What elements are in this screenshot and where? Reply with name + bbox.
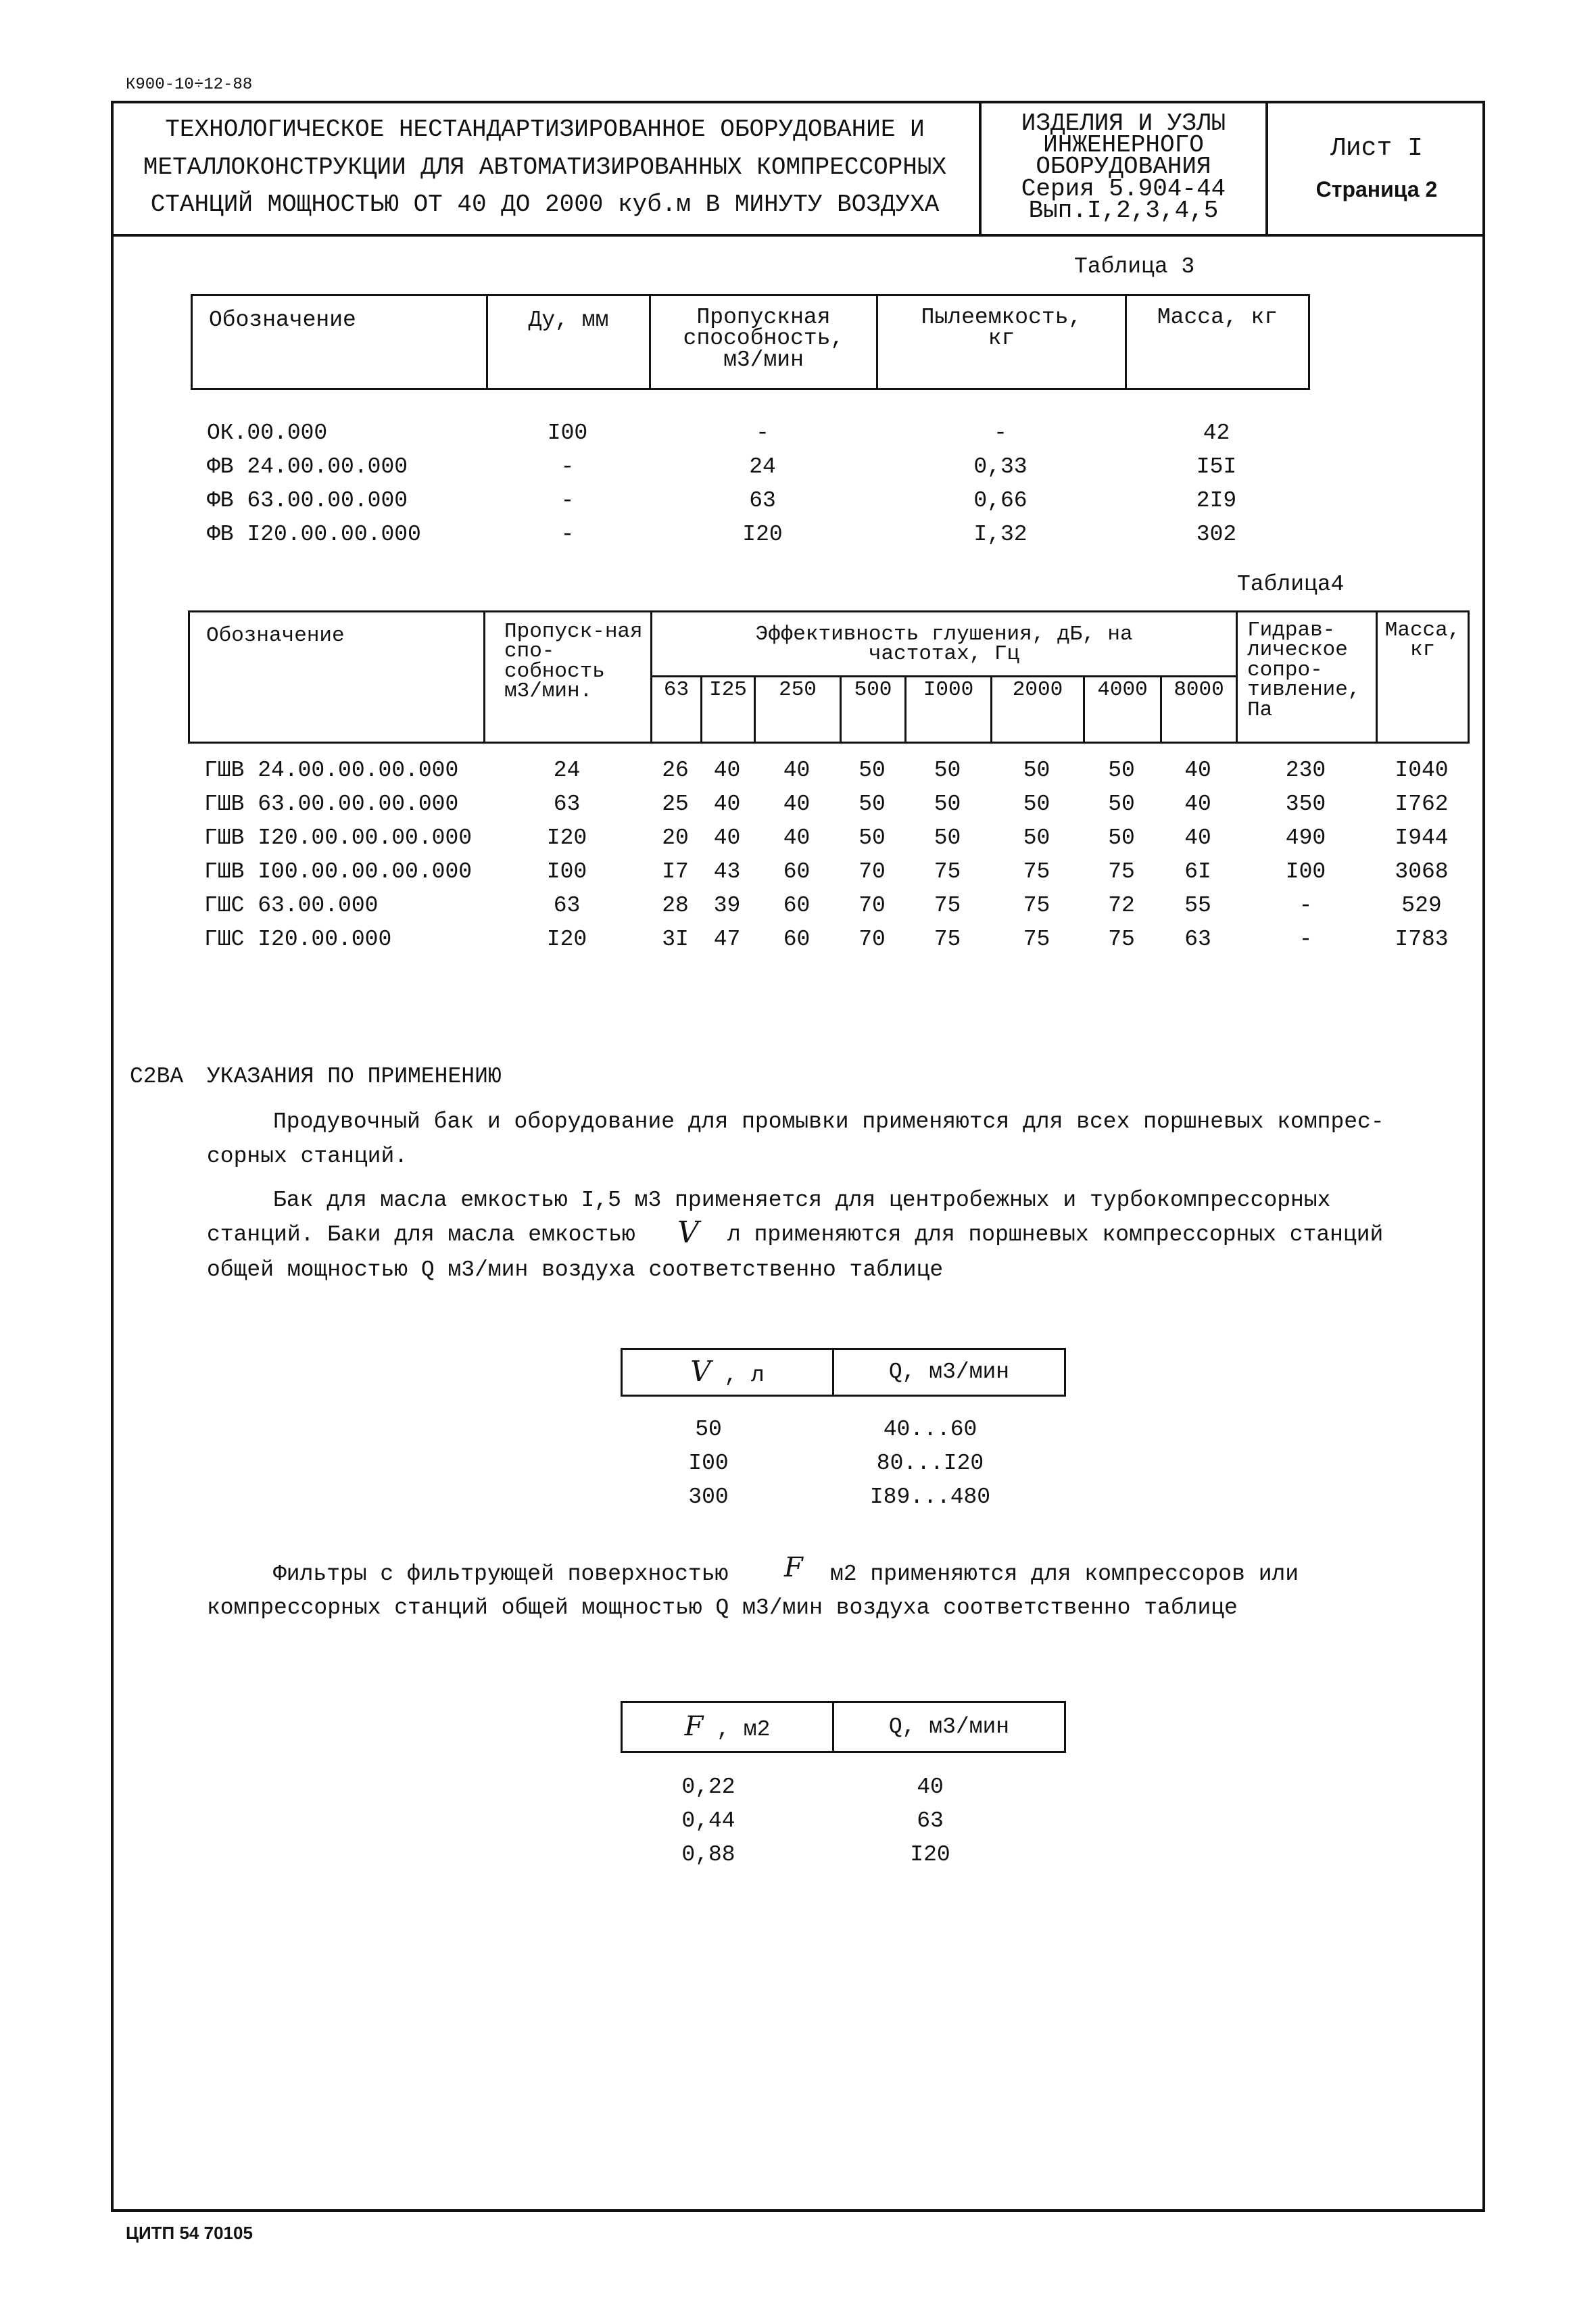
table-cell: ГШС I20.00.000 (204, 926, 392, 952)
table-cell: I89...480 (869, 1484, 991, 1510)
column-header (622, 1702, 833, 1752)
column-header: Масса, кг (1126, 295, 1309, 389)
table-cell: 40 (713, 825, 741, 850)
table3-header (191, 294, 1310, 390)
frequency-header: 2000 (992, 677, 1084, 743)
table-cell: 63 (1184, 926, 1211, 952)
frequency-header: 500 (841, 677, 906, 743)
column-header: Q, м3/мин (833, 1349, 1065, 1396)
table-cell: ГШВ I00.00.00.00.000 (204, 859, 473, 884)
table-row (188, 787, 1468, 821)
table-cell: 75 (1023, 926, 1050, 952)
table-cell: ФВ 63.00.00.000 (207, 487, 408, 513)
table-cell: 50 (1108, 825, 1135, 850)
footer-code: ЦИТП 54 70105 (126, 2223, 253, 2243)
table-row (621, 1446, 1064, 1480)
table4-body (188, 753, 1468, 956)
frequency-header: 250 (755, 677, 841, 743)
table-row (188, 922, 1468, 956)
table-cell: - (1299, 926, 1313, 952)
table-cell: 50 (1023, 825, 1050, 850)
frequency-header: I25 (702, 677, 755, 743)
table-row (188, 888, 1468, 922)
table-cell: I00 (546, 859, 587, 884)
table-cell: 6I (1184, 859, 1211, 884)
table-cell: 43 (713, 859, 741, 884)
table-row (621, 1770, 1064, 1804)
table-cell: 3I (662, 926, 689, 952)
frequency-header: 8000 (1161, 677, 1237, 743)
table-cell: I20 (742, 521, 783, 547)
table-cell: 50 (1108, 757, 1135, 783)
table-cell: I20 (546, 926, 587, 952)
table-cell: 50 (934, 825, 961, 850)
table-row (191, 517, 1308, 551)
table-cell: 60 (783, 859, 811, 884)
table-cell: - (560, 521, 575, 547)
table-row (188, 753, 1468, 787)
table-cell: 75 (934, 892, 961, 918)
table-cell: 40 (917, 1774, 944, 1800)
table-cell: I7 (662, 859, 689, 884)
table-cell: 24 (749, 454, 776, 479)
table-cell: I00 (1285, 859, 1326, 884)
paragraph-line: Продувочный бак и оборудование для промывки применяются для всех поршневых компрес- (273, 1109, 1384, 1134)
v-symbol: V (677, 1215, 699, 1250)
table-row (621, 1412, 1064, 1446)
paragraph-line: станций. Баки для масла емкостью (207, 1222, 635, 1247)
sheet-number: Лист I (1330, 134, 1423, 163)
title-line: МЕТАЛЛОКОНСТРУКЦИИ ДЛЯ АВТОМАТИЗИРОВАННЫХ КОМПРЕССОРНЫХ (143, 153, 947, 181)
table-row (191, 450, 1308, 483)
table-cell: 40 (1184, 757, 1211, 783)
document-code: К900-10÷12-88 (126, 76, 253, 94)
title-block (111, 101, 1485, 237)
table-cell: 50 (1108, 791, 1135, 817)
table-row (621, 1804, 1064, 1837)
series-line: Серия 5.904-44 (1021, 174, 1226, 203)
table-cell: 40 (1184, 825, 1211, 850)
table-cell: 2I9 (1196, 487, 1237, 513)
table-cell: 28 (662, 892, 689, 918)
table-cell: 39 (713, 892, 741, 918)
table-cell: 26 (662, 757, 689, 783)
table-cell: 0,44 (681, 1808, 735, 1833)
f-symbol: F (684, 1710, 704, 1742)
title-line: СТАНЦИЙ МОЩНОСТЬЮ ОТ 40 ДО 2000 куб.м В МИНУТУ ВОЗДУХА (150, 191, 940, 219)
table-cell: 302 (1196, 521, 1237, 547)
table-cell: 40...60 (883, 1416, 977, 1442)
f-symbol: F (784, 1552, 803, 1583)
title-line: ТЕХНОЛОГИЧЕСКОЕ НЕСТАНДАРТИЗИРОВАННОЕ ОБОРУДОВАНИЕ И (165, 115, 925, 143)
section-title: УКАЗАНИЯ ПО ПРИМЕНЕНИЮ (207, 1064, 502, 1089)
column-header: Обозначение (192, 295, 487, 389)
table-cell: 60 (783, 892, 811, 918)
table-row (191, 483, 1308, 517)
header-label: , л (724, 1363, 765, 1389)
table-row (621, 1480, 1064, 1514)
table-cell: I5I (1196, 454, 1237, 479)
table-cell: I,32 (973, 521, 1027, 547)
table-f-body (621, 1770, 1064, 1871)
paragraph-line: м2 применяются для компрессоров или (830, 1562, 1299, 1587)
table-cell: 70 (859, 859, 886, 884)
table-cell: 50 (859, 791, 886, 817)
series-line: ОБОРУДОВАНИЯ (1036, 153, 1211, 181)
table-cell: I00 (547, 420, 588, 445)
table-cell: 63 (553, 892, 581, 918)
table-cell: 70 (859, 892, 886, 918)
table-cell: ФВ 24.00.00.000 (207, 454, 408, 479)
table-cell: 24 (553, 757, 581, 783)
table-cell: 0,88 (681, 1841, 735, 1867)
table-cell: 60 (783, 926, 811, 952)
table-cell: - (560, 487, 575, 513)
frequency-header: 63 (652, 677, 702, 743)
sheet-block (1268, 101, 1485, 234)
table-cell: 75 (1023, 892, 1050, 918)
table-f-header (621, 1701, 1066, 1753)
column-header: Пылеемкость, кг (877, 295, 1126, 389)
frequency-header: 4000 (1084, 677, 1161, 743)
series-block (982, 101, 1268, 234)
table-cell: 47 (713, 926, 741, 952)
document-title (111, 101, 982, 234)
table-cell: 40 (783, 825, 811, 850)
table-cell: ФВ I20.00.00.000 (207, 521, 421, 547)
table-cell: 490 (1285, 825, 1326, 850)
table-v-header (621, 1348, 1066, 1397)
table-cell: 40 (713, 791, 741, 817)
table-cell: 55 (1184, 892, 1211, 918)
paragraph-line: компрессорных станций общей мощностью Q м3/мин воздуха соответственно таблице (207, 1595, 1238, 1620)
table-row (191, 416, 1308, 450)
table-cell: 50 (1023, 791, 1050, 817)
table-cell: 300 (688, 1484, 729, 1510)
column-header: Гидрав-лическое сопро-тивление, Па (1237, 612, 1377, 743)
table-cell: 63 (917, 1808, 944, 1833)
paragraph-line: общей мощностью Q м3/мин воздуха соответственно таблице (207, 1257, 944, 1282)
column-header: Пропуск-ная спо-собность м3/мин. (485, 612, 652, 743)
table-cell: 50 (859, 825, 886, 850)
table-row (188, 821, 1468, 854)
table-v-body (621, 1412, 1064, 1514)
table3-caption: Таблица 3 (1074, 254, 1195, 279)
table-cell: 350 (1285, 791, 1326, 817)
column-header: Масса, кг (1377, 612, 1469, 743)
table3-body (191, 416, 1308, 551)
table-cell: 50 (859, 757, 886, 783)
table-cell: I040 (1395, 757, 1449, 783)
table-cell: - (994, 420, 1007, 445)
column-header: Ду, мм (487, 295, 650, 389)
table-cell: 75 (934, 859, 961, 884)
paragraph-line: сорных станций. (207, 1144, 408, 1169)
header-label: , м2 (717, 1716, 771, 1742)
table-cell: 75 (934, 926, 961, 952)
v-symbol: V (690, 1355, 711, 1389)
series-line: Вып.I,2,3,4,5 (1028, 197, 1219, 225)
table-cell: 40 (713, 757, 741, 783)
table-cell: I944 (1395, 825, 1449, 850)
table-cell: 25 (662, 791, 689, 817)
paragraph-line: л применяются для поршневых компрессорных станций (727, 1222, 1384, 1247)
table-cell: 50 (1023, 757, 1050, 783)
table-cell: 50 (695, 1416, 722, 1442)
table-cell: ГШВ I20.00.00.00.000 (204, 825, 473, 850)
table-cell: 80...I20 (876, 1450, 984, 1476)
table-cell: 42 (1203, 420, 1230, 445)
column-header: Q, м3/мин (833, 1702, 1065, 1752)
page-number: Страница 2 (1315, 176, 1438, 201)
table-cell: 70 (859, 926, 886, 952)
table-cell: 50 (934, 791, 961, 817)
table-cell: 0,66 (973, 487, 1027, 513)
table-cell: 72 (1108, 892, 1135, 918)
paragraph-line: Бак для масла емкостью I,5 м3 применяется для центробежных и турбокомпрессорных (273, 1188, 1331, 1213)
table-cell: 50 (934, 757, 961, 783)
table-cell: I20 (910, 1841, 950, 1867)
column-header: Эффективность глушения, дБ, на частотах, Гц (652, 612, 1237, 677)
table-cell: 63 (553, 791, 581, 817)
table-cell: 230 (1285, 757, 1326, 783)
table-cell: 20 (662, 825, 689, 850)
table-cell: - (560, 454, 575, 479)
section-code: С2ВА (130, 1064, 184, 1089)
table-cell: 75 (1023, 859, 1050, 884)
table-cell: ОК.00.000 (207, 420, 328, 445)
table-cell: 0,33 (973, 454, 1027, 479)
table-cell: ГШС 63.00.000 (204, 892, 379, 918)
table-row (188, 854, 1468, 888)
table-cell: 3068 (1395, 859, 1449, 884)
table-cell: I783 (1395, 926, 1449, 952)
table-cell: I00 (688, 1450, 729, 1476)
table-cell: 40 (783, 791, 811, 817)
frequency-header: I000 (906, 677, 992, 743)
column-header: Пропускная способность, м3/мин (650, 295, 877, 389)
series-line: ИНЖЕНЕРНОГО (1043, 130, 1204, 159)
table-cell: I762 (1395, 791, 1449, 817)
table-cell: 529 (1401, 892, 1442, 918)
table-cell: ГШВ 63.00.00.00.000 (204, 791, 459, 817)
series-line: ИЗДЕЛИЯ И УЗЛЫ (1021, 109, 1226, 137)
table-cell: 63 (749, 487, 776, 513)
table-cell: 40 (1184, 791, 1211, 817)
table4-caption: Таблица4 (1237, 572, 1345, 597)
table-cell: I20 (546, 825, 587, 850)
table-row (621, 1837, 1064, 1871)
table-cell: - (1299, 892, 1313, 918)
paragraph-line: Фильтры с фильтрующей поверхностью (273, 1562, 729, 1587)
table-cell: 0,22 (681, 1774, 735, 1800)
table-cell: ГШВ 24.00.00.00.000 (204, 757, 459, 783)
column-header (622, 1349, 833, 1396)
table-cell: 40 (783, 757, 811, 783)
table-cell: - (756, 420, 769, 445)
table-cell: 75 (1108, 926, 1135, 952)
table-cell: 75 (1108, 859, 1135, 884)
column-header: Обозначение (189, 612, 485, 743)
table4-header (188, 610, 1470, 744)
